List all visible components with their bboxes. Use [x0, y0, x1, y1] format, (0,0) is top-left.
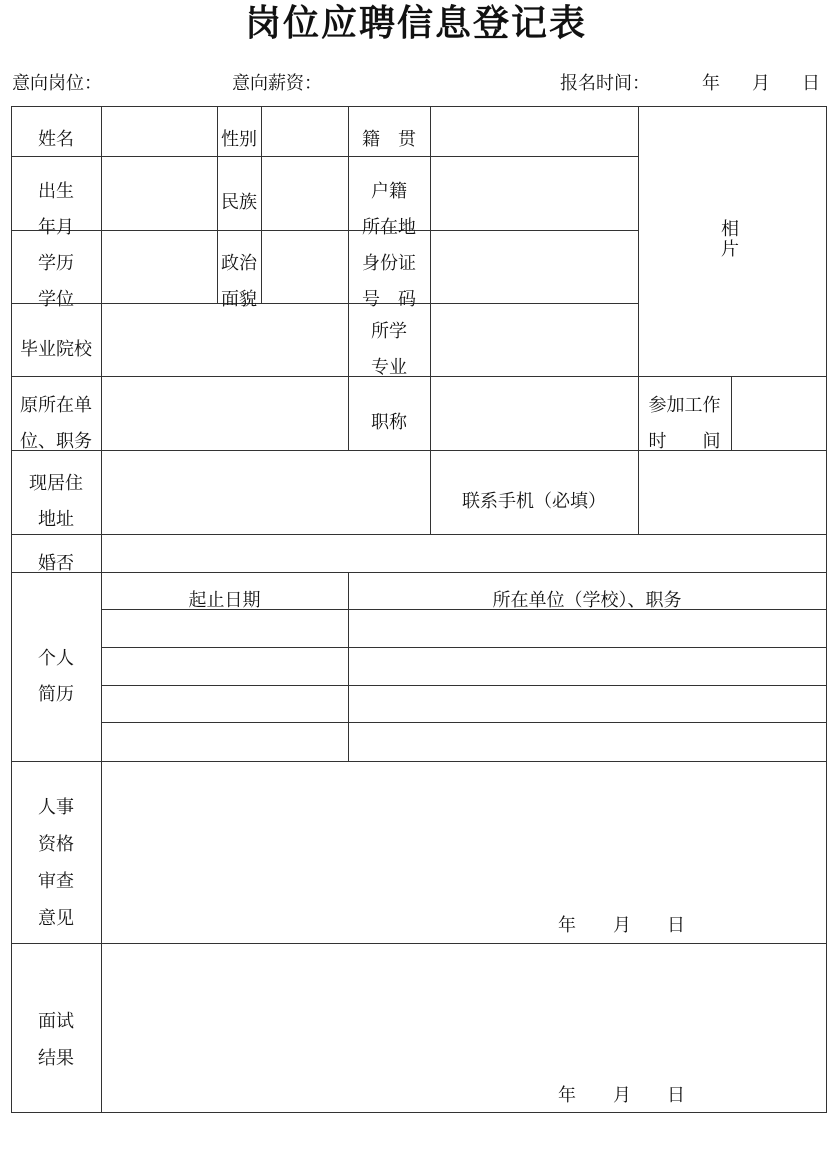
photo-label-line1: 相 — [721, 219, 739, 240]
hukou-label-line1: 户籍 — [371, 181, 407, 202]
birth-label-line2: 年月 — [38, 217, 74, 238]
grid-line — [731, 376, 732, 450]
interview-result-label — [11, 1003, 101, 1077]
resume-employer-header: 所在单位（学校）、职务 — [492, 590, 682, 611]
gender-label: 性别 — [221, 129, 257, 150]
hr-review-label-line4: 意见 — [38, 908, 74, 929]
resume-label-line2: 简历 — [38, 684, 74, 705]
id-number-label — [348, 246, 430, 318]
hr-review-day: 日 — [667, 915, 685, 936]
grid-line — [11, 943, 827, 944]
political-label — [217, 246, 261, 318]
salary-label: 意向薪资： — [232, 73, 322, 94]
interview-result-label-line1: 面试 — [38, 1011, 74, 1032]
education-label — [11, 246, 101, 318]
grid-line — [826, 106, 827, 1113]
school-label: 毕业院校 — [20, 339, 92, 360]
resume-label-line1: 个人 — [38, 648, 74, 669]
previous-employer-label-line1: 原所在单 — [20, 395, 92, 416]
grid-line — [101, 685, 827, 686]
grid-line — [101, 647, 827, 648]
education-label-line1: 学历 — [38, 253, 74, 274]
date-year-label: 年 — [702, 73, 720, 94]
interview-day: 日 — [667, 1085, 685, 1106]
birth-label-line1: 出生 — [38, 181, 74, 202]
grid-line — [101, 722, 827, 723]
interview-result-label-line2: 结果 — [38, 1048, 74, 1069]
hr-review-year: 年 — [558, 915, 576, 936]
grid-line — [11, 572, 827, 573]
major-label-line2: 专业 — [371, 357, 407, 378]
hr-review-label — [11, 789, 101, 937]
previous-employer-label-line2: 位、职务 — [20, 431, 92, 452]
hr-review-label-line3: 审查 — [38, 871, 74, 892]
hr-review-label-line1: 人事 — [38, 797, 74, 818]
address-label-line2: 地址 — [38, 509, 74, 530]
grid-line — [261, 106, 262, 303]
political-label-line2: 面貌 — [221, 289, 257, 310]
major-label — [348, 314, 430, 386]
id-number-label-line2: 号 码 — [362, 289, 416, 310]
work-start-label — [638, 388, 731, 460]
address-label — [11, 466, 101, 538]
grid-line — [11, 106, 827, 107]
date-label: 报名时间： — [560, 73, 650, 94]
hr-review-month: 月 — [613, 915, 631, 936]
political-label-line1: 政治 — [221, 253, 257, 274]
interview-year: 年 — [558, 1085, 576, 1106]
id-number-label-line1: 身份证 — [362, 253, 416, 274]
grid-line — [430, 106, 431, 534]
grid-line — [11, 534, 827, 535]
work-start-label-line1: 参加工作 — [648, 395, 721, 416]
address-label-line1: 现居住 — [29, 473, 83, 494]
hukou-label — [348, 174, 430, 246]
education-label-line2: 学位 — [38, 289, 74, 310]
grid-line — [11, 156, 638, 157]
photo-placeholder[interactable] — [700, 220, 760, 260]
native-place-label: 籍 贯 — [362, 129, 416, 150]
interview-month: 月 — [613, 1085, 631, 1106]
hukou-label-line2: 所在地 — [362, 217, 416, 238]
form-title: 岗位应聘信息登记表 — [244, 3, 587, 44]
resume-label — [11, 641, 101, 713]
phone-label: 联系手机（必填） — [462, 491, 606, 512]
grid-line — [11, 303, 638, 304]
resume-period-header: 起止日期 — [188, 590, 261, 611]
grid-line — [11, 1112, 827, 1113]
previous-employer-label — [11, 388, 101, 460]
ethnicity-label: 民族 — [221, 192, 257, 213]
position-label: 意向岗位： — [12, 73, 102, 94]
name-label: 姓名 — [38, 129, 74, 150]
date-month-label: 月 — [752, 73, 770, 94]
marital-label: 婚否 — [38, 553, 74, 574]
professional-title-label: 职称 — [371, 412, 407, 433]
grid-line — [638, 106, 639, 534]
major-label-line1: 所学 — [371, 321, 407, 342]
birth-label — [11, 174, 101, 246]
grid-line — [11, 761, 827, 762]
photo-label-line2: 片 — [721, 239, 739, 260]
grid-line — [11, 230, 638, 231]
hr-review-label-line2: 资格 — [38, 834, 74, 855]
work-start-label-line2: 时 间 — [648, 431, 721, 452]
date-day-label: 日 — [802, 73, 820, 94]
